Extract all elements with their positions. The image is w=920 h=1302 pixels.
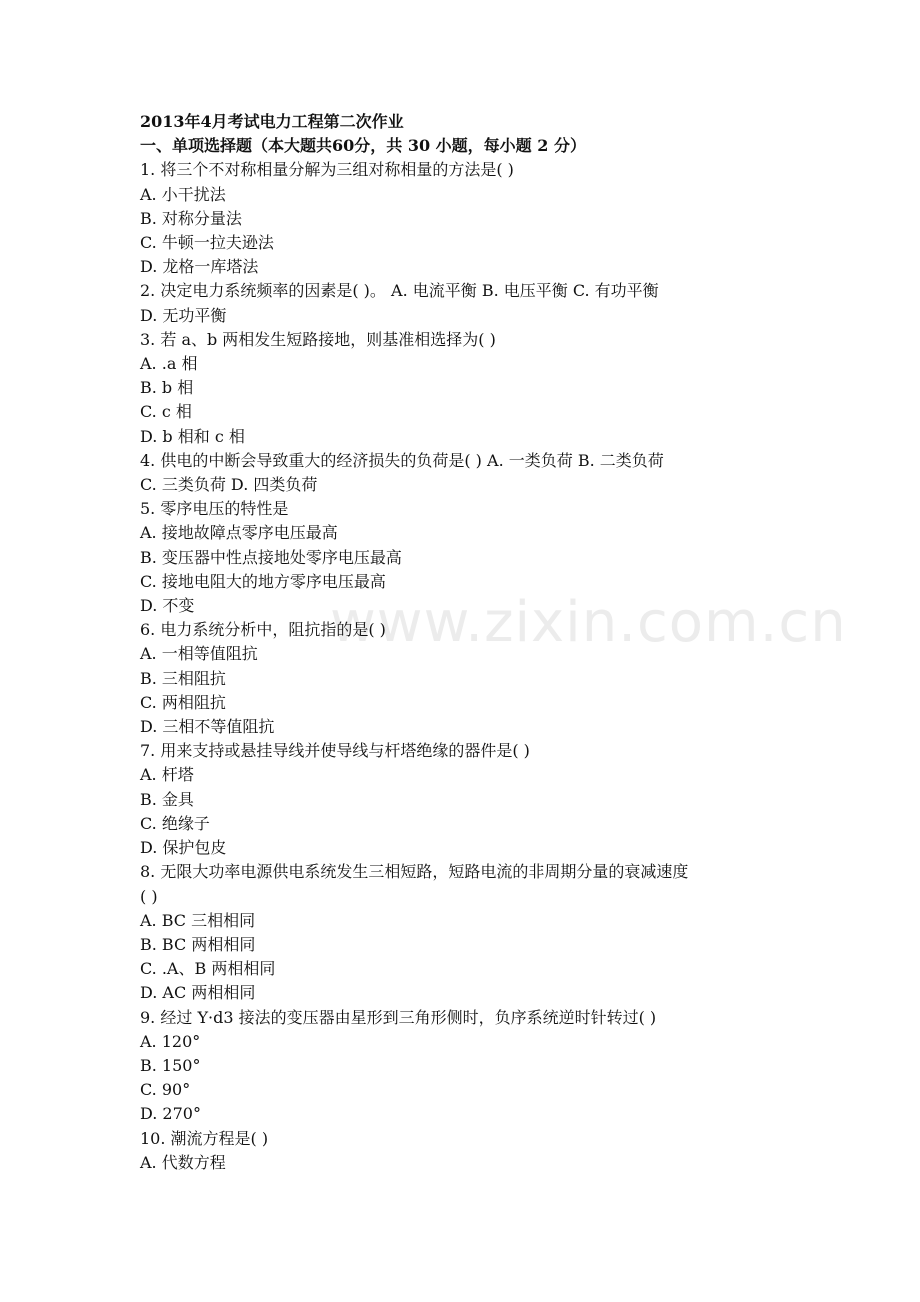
option-line: B. 150° xyxy=(140,1055,201,1075)
question-line: 2. 决定电力系统频率的因素是( )。 A. 电流平衡 B. 电压平衡 C. 有功平衡 xyxy=(140,281,659,301)
option-line: A. 一相等值阻抗 xyxy=(140,644,258,664)
option-line: A. 接地故障点零序电压最高 xyxy=(140,523,338,543)
option-line: A. BC 三相相同 xyxy=(140,910,256,930)
question-line: 8. 无限大功率电源供电系统发生三相短路，短路电流的非周期分量的衰减速度 xyxy=(140,862,689,882)
question-line: 5. 零序电压的特性是 xyxy=(140,499,289,519)
option-line: C. c 相 xyxy=(140,402,192,422)
option-line: D. b 相和 c 相 xyxy=(140,426,245,446)
option-line: D. 三相不等值阻抗 xyxy=(140,717,275,737)
watermark-text: www.zixin.com.cn xyxy=(330,590,847,655)
document-page xyxy=(140,110,800,1175)
question-list xyxy=(140,158,800,1175)
question-line: 1. 将三个不对称相量分解为三组对称相量的方法是( ) xyxy=(140,160,514,180)
question-line: 3. 若 a、b 两相发生短路接地，则基准相选择为( ) xyxy=(140,329,496,349)
option-line: C. 绝缘子 xyxy=(140,813,210,833)
option-line: C. 接地电阻大的地方零序电压最高 xyxy=(140,571,386,591)
question-line: 4. 供电的中断会导致重大的经济损失的负荷是( ) A. 一类负荷 B. 二类负荷 xyxy=(140,450,664,470)
option-line: D. 保护包皮 xyxy=(140,838,227,858)
option-line: D. AC 两相相同 xyxy=(140,983,256,1003)
option-line: D. 不变 xyxy=(140,596,195,616)
question-line: ( ) xyxy=(140,886,158,906)
option-line: B. 金具 xyxy=(140,789,194,809)
option-line: B. 变压器中性点接地处零序电压最高 xyxy=(140,547,402,567)
document-title: 2013年4月考试电力工程第二次作业 xyxy=(140,112,404,131)
option-line: D. 龙格一库塔法 xyxy=(140,257,259,277)
option-line: B. BC 两相相同 xyxy=(140,934,256,954)
option-line: A. 杆塔 xyxy=(140,765,194,785)
option-line: A. 小干扰法 xyxy=(140,184,226,204)
option-line: B. b 相 xyxy=(140,378,194,398)
option-line: C. .A、B 两相相同 xyxy=(140,959,276,979)
option-line: A. .a 相 xyxy=(140,354,198,374)
section-heading: 一、单项选择题（本大题共60分，共 30 小题，每小题 2 分） xyxy=(140,136,586,156)
option-line: C. 90° xyxy=(140,1080,191,1100)
question-line: 7. 用来支持或悬挂导线并使导线与杆塔绝缘的器件是( ) xyxy=(140,741,530,761)
option-line: C. 三类负荷 D. 四类负荷 xyxy=(140,475,318,495)
question-line: 9. 经过 Y·d3 接法的变压器由星形到三角形侧时，负序系统逆时针转过( ) xyxy=(140,1007,657,1027)
option-line: B. 三相阻抗 xyxy=(140,668,226,688)
option-line: A. 代数方程 xyxy=(140,1152,226,1172)
option-line: B. 对称分量法 xyxy=(140,208,242,228)
question-line: 10. 潮流方程是( ) xyxy=(140,1128,269,1148)
option-line: A. 120° xyxy=(140,1031,201,1051)
option-line: D. 无功平衡 xyxy=(140,305,227,325)
option-line: C. 两相阻抗 xyxy=(140,692,226,712)
option-line: D. 270° xyxy=(140,1104,201,1124)
question-line: 6. 电力系统分析中，阻抗指的是( ) xyxy=(140,620,386,640)
option-line: C. 牛顿一拉夫逊法 xyxy=(140,233,274,253)
